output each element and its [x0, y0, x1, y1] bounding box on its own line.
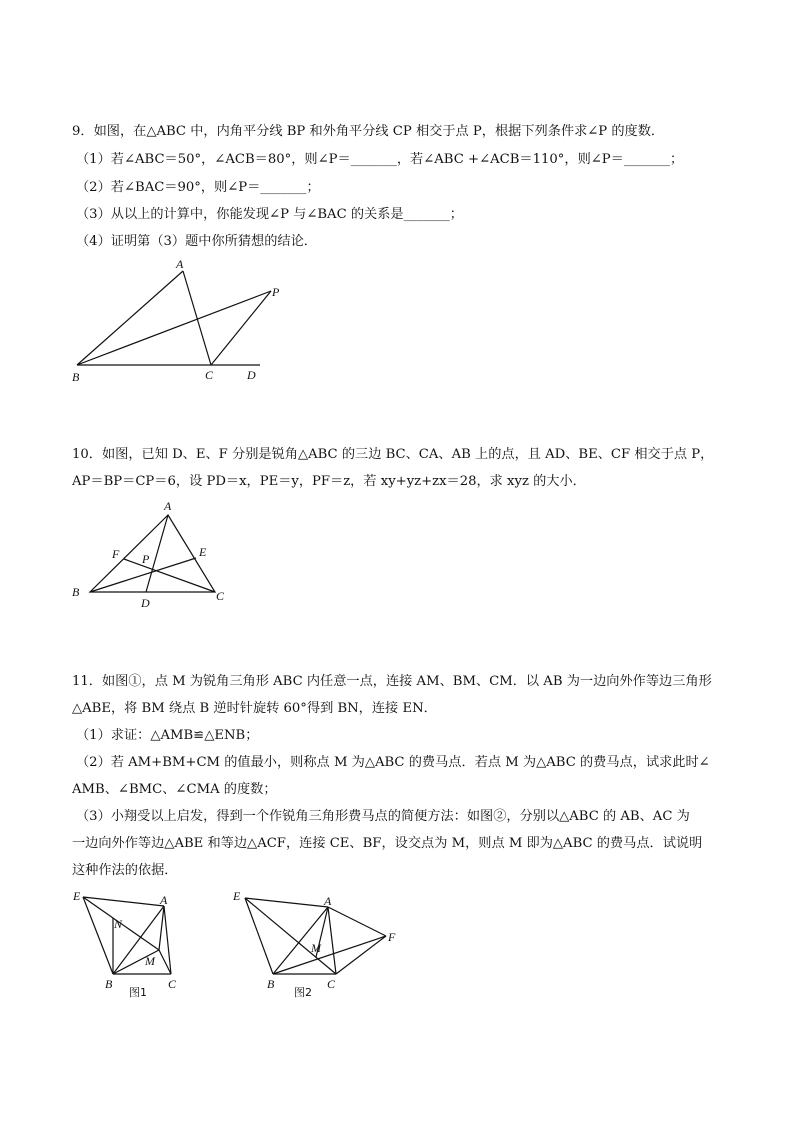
- fig1-label-a: A: [160, 893, 168, 907]
- fig1-label-n: N: [114, 917, 123, 931]
- fig2-seg-ac: [328, 907, 336, 974]
- p9-label-b: B: [72, 370, 80, 384]
- fig2-caption: 图2: [294, 986, 312, 999]
- p9-line-5: （4）证明第（3）题中你所猜想的结论．: [76, 234, 317, 249]
- fig1-label-b: B: [105, 977, 113, 991]
- p10-label-f: F: [112, 547, 120, 561]
- fig1-label-c: C: [168, 977, 177, 991]
- p11-line-3: （1）求证：△AMB≌△ENB；: [76, 728, 259, 743]
- fig2-label-f: F: [388, 930, 396, 944]
- p10-label-b: B: [72, 585, 80, 599]
- p9-line-3: （2）若∠BAC＝90°，则∠P＝_______；: [76, 180, 320, 195]
- fig2-label-a: A: [324, 894, 332, 908]
- fig2-label-m: M: [311, 941, 321, 955]
- p10-label-a: A: [164, 499, 172, 513]
- p9-line-2: （1）若∠ABC＝50°，∠ACB＝80°，则∠P＝_______，若∠ABC +∠ACB＝110°，则∠P＝_______；: [76, 152, 684, 167]
- p10-label-d: D: [141, 596, 150, 610]
- p9-line-1: 9．如图，在△ABC 中，内角平分线 BP 和外角平分线 CP 相交于点 P，根据下列条件求∠P 的度数．: [72, 124, 665, 139]
- p11-line-5: AMB、∠BMC、∠CMA 的度数；: [72, 782, 277, 797]
- p10-label-c: C: [216, 589, 225, 603]
- p11-line-4: （2）若 AM+BM+CM 的值最小，则称点 M 为△ABC 的费马点．若点 M 为△ABC 的费马点，试求此时∠: [76, 755, 710, 770]
- fig2-label-b: B: [267, 977, 275, 991]
- fig2-seg-ea: [245, 898, 328, 907]
- fig2-label-c: C: [327, 977, 336, 991]
- p10-line-1: 10．如图，已知 D、E、F 分别是锐角△ABC 的三边 BC、CA、AB 上的点，且 AD、BE、CF 相交于点 P，: [72, 447, 714, 462]
- p9-label-d: D: [247, 368, 256, 382]
- fig1-label-e: E: [73, 889, 81, 903]
- p9-line-4: （3）从以上的计算中，你能发现∠P 与∠BAC 的关系是_______；: [76, 207, 463, 222]
- p10-line-2: AP＝BP＝CP＝6，设 PD＝x，PE＝y，PF＝z，若 xy+yz+zx＝28，求 xyz 的大小．: [72, 474, 586, 489]
- p9-label-c: C: [205, 368, 214, 382]
- fig2-seg-af: [328, 907, 386, 936]
- p11-line-8: 这种作法的依据．: [72, 863, 178, 878]
- p11-line-7: 一边向外作等边△ABE 和等边△ACF，连接 CE、BF，设交点为 M，则点 M 即为△ABC 的费马点．试说明: [72, 836, 703, 851]
- p11-line-6: （3）小翔受以上启发，得到一个作锐角三角形费马点的简便方法：如图②，分别以△ABC 的 AB、AC 为: [76, 809, 690, 824]
- p10-label-e: E: [199, 545, 207, 559]
- p10-label-p: P: [142, 552, 150, 566]
- p9-label-p: P: [272, 285, 280, 299]
- fig1-caption: 图1: [129, 986, 147, 999]
- p9-label-a: A: [176, 257, 184, 271]
- p11-line-2: △ABE，将 BM 绕点 B 逆时针旋转 60°得到 BN，连接 EN．: [72, 701, 437, 716]
- fig1-label-m: M: [145, 954, 155, 968]
- p11-line-1: 11．如图①，点 M 为锐角三角形 ABC 内任意一点，连接 AM、BM、CM．以 AB 为一边向外作等边三角形: [72, 674, 712, 689]
- fig2-label-e: E: [233, 889, 241, 903]
- fig2-seg-cf: [336, 936, 386, 974]
